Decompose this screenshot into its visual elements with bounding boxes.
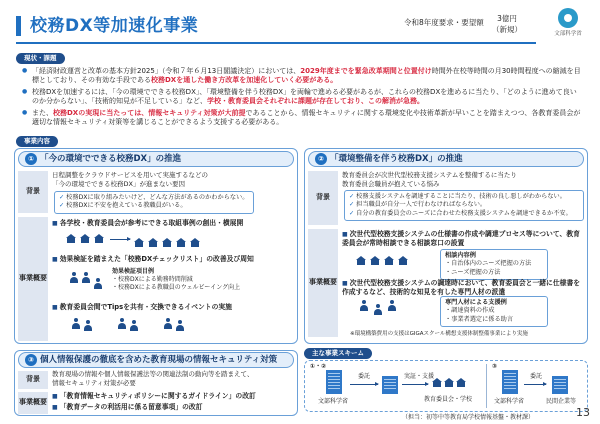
contact-note: （担当：初等中等教育局学校情報基盤・教材課） bbox=[402, 414, 535, 421]
scheme-companies: 民間企業等 bbox=[546, 398, 577, 405]
school-icon bbox=[444, 378, 454, 387]
teacher-icon bbox=[82, 272, 90, 283]
section-current: 現状・課題 bbox=[16, 53, 65, 64]
school-icon bbox=[80, 234, 90, 243]
current-bullets bbox=[22, 67, 582, 130]
staff-icon bbox=[118, 318, 126, 329]
office-icon bbox=[370, 256, 380, 265]
school-icon bbox=[456, 378, 466, 387]
scheme-commission-left: 委託 bbox=[358, 373, 371, 380]
amount-value: 3億円 bbox=[497, 14, 517, 23]
arrow-icon bbox=[524, 384, 546, 385]
office-icon bbox=[356, 256, 366, 265]
panel2-number: ② bbox=[315, 153, 327, 165]
specialist-icon bbox=[388, 300, 396, 311]
logo-icon bbox=[558, 8, 578, 28]
staff-icon bbox=[176, 320, 184, 331]
school-icon bbox=[66, 234, 76, 243]
office-icon bbox=[384, 256, 394, 265]
panel1-number: ① bbox=[25, 153, 37, 165]
scheme-boards: 教育委員会・学校 bbox=[424, 396, 473, 403]
panel3-item2: ■ 「教育データの利活用に係る留意事項」の改訂 bbox=[52, 403, 203, 412]
panel2-item2-box: 専門人材による支援例 ・調達資料の作成 ・事業者選定に係る助言 bbox=[440, 296, 548, 327]
school-icon bbox=[190, 238, 200, 247]
scheme-divider bbox=[486, 364, 487, 408]
amount-note: （新規） bbox=[492, 24, 522, 34]
panel3-item1: ■ 「教育情報セキュリティポリシーに関するガイドライン」の改訂 bbox=[52, 392, 256, 401]
panel3-number: ③ bbox=[25, 354, 37, 366]
panel1-item3: ■ 教育委員会間でTipsを共有・交換できるイベントの実施 bbox=[52, 303, 232, 312]
panel3-outline-label: 事業概要 bbox=[18, 392, 48, 414]
panel2-note: ※環境構築費用の支援はGIGAスクール構想支援体制整備事業により実施 bbox=[350, 331, 528, 337]
budget-amount bbox=[488, 14, 526, 35]
arrow-icon bbox=[402, 384, 428, 385]
scheme-tag-left: ①・② bbox=[310, 363, 327, 370]
panel2-concerns: ✓ 校務支援システムを調達することに当たり、技術の良し悪しがわからない。 ✓ 担当職員が自分一人で行わなければならない。 ✓ 自分の教育委員会のニーズに合わせた校務支援システムを調達できるか不安。 bbox=[344, 190, 584, 221]
mext-building-icon bbox=[502, 370, 518, 394]
panel2-bg-label: 背景 bbox=[308, 171, 338, 225]
panel1-concerns: ✓ 校務DXに取り組みたいけど、どんな方法があるのかわからない。 ✓ 校務DXに不安を抱えている教職員がいる。 bbox=[54, 191, 254, 214]
panel1-bg-label: 背景 bbox=[18, 171, 48, 213]
bullet-item: ● 校務DXを加速するには、「今の環境でできる校務DX」、「環境整備を伴う校務DX」を両輪で進める必要があるが、これらの校務DXを進めるに当たり、「どのように進めて良いのか分からない」、「技術的知見が不足している」など、学校・教育委員会それぞれに課題が存在しており、この解消が急務。 bbox=[22, 88, 582, 107]
specialist-icon bbox=[360, 300, 368, 311]
school-icon bbox=[432, 378, 442, 387]
panel2-item2: ■ 次世代型校務支援システムの調達時において、教育委員会と一緒に仕様書を作成するなど、技術的な知見を有した専門人材の派遣 bbox=[342, 279, 584, 297]
staff-icon bbox=[164, 318, 172, 329]
company-building-icon bbox=[552, 376, 568, 394]
company-building-icon bbox=[382, 376, 398, 394]
scheme-practice: 実証・支援 bbox=[404, 373, 435, 380]
staff-icon bbox=[84, 320, 92, 331]
arrow-icon bbox=[350, 384, 378, 385]
arrow-icon bbox=[110, 239, 130, 240]
panel2-outline-label: 事業概要 bbox=[308, 229, 338, 337]
teacher-icon bbox=[70, 272, 78, 283]
title-accent-bar bbox=[16, 16, 21, 36]
section-summary: 事業内容 bbox=[16, 136, 58, 147]
scheme-mext-right: 文部科学省 bbox=[494, 398, 525, 405]
page-number: 13 bbox=[576, 406, 590, 420]
logo-label: 文部科学省 bbox=[554, 31, 582, 37]
panel2-item1: ■ 次世代型校務支援システムの仕様書の作成や調達プロセス等について、教育委員会が常時相談できる相談窓口の設置 bbox=[342, 230, 584, 248]
panel2-item1-box: 相談内容例 ・自治体内のニーズ把握の方法 ・ニーズ把握の方法 bbox=[440, 249, 548, 280]
panel2-bg-text: 教育委員会が次世代型校務支援システムを整備するに当たり 教育委員会職員が抱えている悩み bbox=[342, 171, 517, 188]
staff-icon bbox=[72, 318, 80, 329]
scheme-mext-left: 文部科学省 bbox=[318, 398, 349, 405]
bullet-item: ● また、校務DXの実現に当たっては、情報セキュリティ対策が大前提であることから、情報セキュリティに関する環境変化や技術革新が早いことを踏まえつつ、各教育委員会が適切な情報セキュリティ対策等を講じることができるよう支援する必要がある。 bbox=[22, 109, 582, 128]
panel1-item1: ■ 各学校・教育委員会が参考にできる取組事例の創出・横展開 bbox=[52, 219, 243, 228]
teacher-icon bbox=[94, 278, 102, 289]
title-underline bbox=[16, 42, 536, 44]
panel1-heading: ① 「今の環境でできる校務DX」の推進 bbox=[18, 151, 294, 167]
panel1-item2-examples: 効果検証項目例 ・校務DXによる勤務時間削減 ・校務DXによる教職員のウェルビーイング向上 bbox=[112, 268, 241, 292]
school-icon bbox=[148, 238, 158, 247]
mext-building-icon bbox=[326, 370, 342, 394]
page-title: 校務DX等加速化事業 bbox=[30, 16, 199, 36]
scheme-commission-right: 委託 bbox=[530, 373, 543, 380]
panel1-bg-text: 日程調整をクラウドサービスを用いて実施するなどの 「今の環境でできる校務DX」が進まない要因 bbox=[52, 171, 208, 188]
school-icon bbox=[162, 238, 172, 247]
page-header bbox=[0, 0, 600, 50]
panel1-item2: ■ 効果検証を踏まえた「校務DXチェックリスト」の改善及び周知 bbox=[52, 255, 254, 264]
panel3-heading: ③ 個人情報保護の徹底を含めた教育現場の情報セキュリティ対策 bbox=[18, 352, 294, 368]
bullet-item: ● 「経済財政運営と改革の基本方針2025」（令和７年６月13日閣議決定）においては、2029年度までを緊急改革期間と位置付け時間外在校等時間の月30時間程度への縮減を目標としており、その有効な手段である校務DXを通した働き方改革を加速化していく必要がある。 bbox=[22, 67, 582, 86]
section-scheme: 主な事業スキーム bbox=[304, 348, 372, 359]
panel3-bg-label: 背景 bbox=[18, 371, 48, 389]
staff-icon bbox=[130, 320, 138, 331]
panel1-outline-label: 事業概要 bbox=[18, 217, 48, 341]
budget-label: 令和8年度要求・要望額 bbox=[404, 18, 484, 27]
school-icon bbox=[176, 238, 186, 247]
scheme-tag-right: ③ bbox=[492, 363, 498, 370]
specialist-icon bbox=[374, 304, 382, 315]
mext-logo bbox=[548, 6, 588, 50]
panel2-heading: ② 「環境整備を伴う校務DX」の推進 bbox=[308, 151, 584, 167]
office-icon bbox=[398, 256, 408, 265]
school-icon bbox=[134, 238, 144, 247]
school-icon bbox=[94, 234, 104, 243]
panel3-bg-text: 教育現場の情報や個人情報保護法等の関連法制の動向等を踏まえて、 情報セキュリティ対策が必要 bbox=[52, 370, 254, 387]
